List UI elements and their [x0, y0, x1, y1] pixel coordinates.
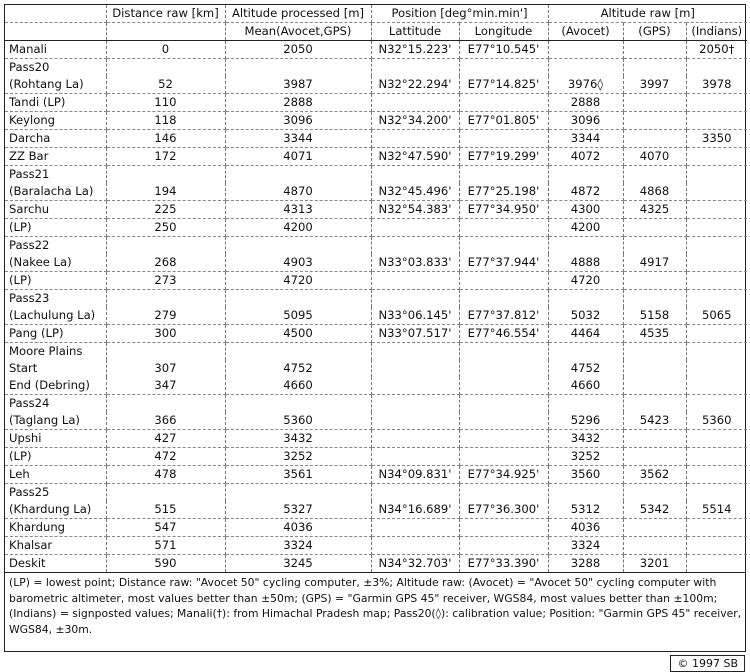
cell-distance: 590	[106, 555, 225, 573]
cell-altitude-avocet: 3344	[548, 130, 623, 148]
cell-altitude-indians	[686, 537, 747, 555]
cell-altitude-avocet: 5032	[548, 307, 623, 325]
cell-location: (LP)	[5, 448, 106, 466]
cell-altitude-indians	[686, 519, 747, 537]
cell-latitude: N32°45.496'	[371, 183, 459, 201]
cell-altitude-avocet: 5296	[548, 412, 623, 430]
cell-distance: 300	[106, 325, 225, 343]
cell-altitude-indians	[686, 325, 747, 343]
cell-altitude-indians	[686, 59, 747, 77]
cell-altitude-mean: 3987	[225, 76, 371, 94]
cell-latitude: N32°34.200'	[371, 112, 459, 130]
cell-altitude-avocet: 4720	[548, 272, 623, 290]
cell-altitude-indians	[686, 484, 747, 502]
cell-altitude-mean: 3245	[225, 555, 371, 573]
cell-altitude-gps	[623, 272, 686, 290]
cell-location: Upshi	[5, 430, 106, 448]
cell-longitude: E77°10.545'	[459, 41, 548, 59]
cell-distance: 347	[106, 377, 225, 395]
table-row	[5, 254, 747, 272]
subheader-mean: Mean(Avocet,GPS)	[225, 23, 371, 41]
cell-latitude	[371, 537, 459, 555]
header-altitude-raw: Altitude raw [m]	[548, 5, 747, 23]
cell-altitude-gps	[623, 395, 686, 413]
cell-altitude-avocet: 4200	[548, 219, 623, 237]
cell-altitude-gps: 4917	[623, 254, 686, 272]
cell-distance: 547	[106, 519, 225, 537]
table-row	[5, 94, 747, 112]
cell-latitude	[371, 219, 459, 237]
table-body	[5, 41, 747, 573]
cell-altitude-mean: 3432	[225, 430, 371, 448]
cell-altitude-gps	[623, 237, 686, 255]
cell-altitude-gps: 5342	[623, 501, 686, 519]
cell-longitude	[459, 166, 548, 184]
cell-altitude-indians: 5065	[686, 307, 747, 325]
cell-altitude-indians	[686, 395, 747, 413]
cell-altitude-mean: 2888	[225, 94, 371, 112]
cell-latitude	[371, 94, 459, 112]
cell-altitude-mean: 5327	[225, 501, 371, 519]
cell-latitude	[371, 377, 459, 395]
cell-longitude	[459, 430, 548, 448]
cell-latitude	[371, 430, 459, 448]
cell-altitude-avocet: 4660	[548, 377, 623, 395]
table-row	[5, 112, 747, 130]
table-row	[5, 412, 747, 430]
table-row	[5, 325, 747, 343]
cell-longitude: E77°36.300'	[459, 501, 548, 519]
cell-altitude-avocet: 4752	[548, 360, 623, 377]
table-row	[5, 484, 747, 502]
cell-latitude	[371, 272, 459, 290]
table-row	[5, 237, 747, 255]
cell-altitude-indians	[686, 377, 747, 395]
cell-latitude	[371, 484, 459, 502]
cell-longitude	[459, 484, 548, 502]
cell-distance: 472	[106, 448, 225, 466]
cell-longitude	[459, 219, 548, 237]
cell-location: Start	[5, 360, 106, 377]
cell-longitude: E77°34.950'	[459, 201, 548, 219]
cell-altitude-gps	[623, 519, 686, 537]
cell-location: Khardung	[5, 519, 106, 537]
cell-longitude	[459, 272, 548, 290]
cell-altitude-mean: 4500	[225, 325, 371, 343]
cell-location: Keylong	[5, 112, 106, 130]
copyright-label: © 1997 SB	[670, 655, 745, 672]
cell-distance	[106, 166, 225, 184]
cell-latitude: N32°54.383'	[371, 201, 459, 219]
cell-longitude: E77°34.925'	[459, 466, 548, 484]
cell-distance	[106, 343, 225, 361]
table-row	[5, 430, 747, 448]
cell-altitude-indians: 5514	[686, 501, 747, 519]
cell-location: ZZ Bar	[5, 148, 106, 166]
cell-altitude-gps	[623, 112, 686, 130]
cell-latitude	[371, 360, 459, 377]
subheader-latitude: Lattitude	[371, 23, 459, 41]
cell-latitude: N32°47.590'	[371, 148, 459, 166]
cell-altitude-indians	[686, 183, 747, 201]
cell-altitude-avocet: 3096	[548, 112, 623, 130]
cell-altitude-avocet: 3252	[548, 448, 623, 466]
cell-altitude-mean: 3096	[225, 112, 371, 130]
cell-altitude-avocet: 3432	[548, 430, 623, 448]
cell-altitude-mean: 3561	[225, 466, 371, 484]
cell-location: Manali	[5, 41, 106, 59]
cell-latitude: N34°09.831'	[371, 466, 459, 484]
cell-longitude: E77°01.805'	[459, 112, 548, 130]
cell-altitude-indians	[686, 148, 747, 166]
cell-latitude: N33°03.833'	[371, 254, 459, 272]
cell-altitude-mean: 4720	[225, 272, 371, 290]
cell-latitude	[371, 130, 459, 148]
cell-latitude	[371, 343, 459, 361]
cell-distance: 279	[106, 307, 225, 325]
cell-altitude-indians	[686, 448, 747, 466]
table-row	[5, 377, 747, 395]
cell-location: Pass20	[5, 59, 106, 77]
cell-distance: 225	[106, 201, 225, 219]
cell-altitude-indians	[686, 360, 747, 377]
footnote-line: (LP) = lowest point; Distance raw: "Avocet 50" cycling computer, ±3%; Altitude raw: (Avocet) = "Avocet 50" cycling computer with	[9, 576, 717, 589]
cell-location: Tandi (LP)	[5, 94, 106, 112]
cell-longitude	[459, 130, 548, 148]
cell-altitude-gps	[623, 290, 686, 308]
cell-distance	[106, 290, 225, 308]
cell-longitude	[459, 343, 548, 361]
cell-altitude-gps: 4325	[623, 201, 686, 219]
table-row	[5, 307, 747, 325]
cell-altitude-gps: 5158	[623, 307, 686, 325]
cell-altitude-avocet: 2888	[548, 94, 623, 112]
subheader-indians: (Indians)	[686, 23, 747, 41]
footnote-line: WGS84, ±30m.	[9, 622, 93, 636]
cell-longitude: E77°25.198'	[459, 183, 548, 201]
table-row	[5, 395, 747, 413]
cell-altitude-indians: 3350	[686, 130, 747, 148]
cell-altitude-mean: 4071	[225, 148, 371, 166]
cell-altitude-indians	[686, 237, 747, 255]
table-row	[5, 219, 747, 237]
cell-altitude-gps	[623, 59, 686, 77]
cell-altitude-mean: 3344	[225, 130, 371, 148]
subheader-blank-distance	[106, 23, 225, 41]
header-position: Position [deg°min.min']	[371, 5, 548, 23]
cell-altitude-mean	[225, 166, 371, 184]
cell-longitude	[459, 290, 548, 308]
cell-altitude-gps	[623, 430, 686, 448]
cell-latitude: N32°22.294'	[371, 76, 459, 94]
cell-altitude-indians	[686, 254, 747, 272]
cell-altitude-gps	[623, 448, 686, 466]
cell-altitude-avocet: 3288	[548, 555, 623, 573]
table-row	[5, 76, 747, 94]
cell-location: (Baralacha La)	[5, 183, 106, 201]
table-row	[5, 290, 747, 308]
cell-altitude-avocet: 4464	[548, 325, 623, 343]
cell-longitude	[459, 377, 548, 395]
cell-distance: 0	[106, 41, 225, 59]
cell-longitude	[459, 519, 548, 537]
cell-altitude-gps: 3201	[623, 555, 686, 573]
cell-altitude-indians	[686, 343, 747, 361]
cell-location: Leh	[5, 466, 106, 484]
cell-altitude-indians	[686, 219, 747, 237]
cell-location: (Rohtang La)	[5, 76, 106, 94]
cell-altitude-gps: 4868	[623, 183, 686, 201]
cell-distance: 52	[106, 76, 225, 94]
cell-altitude-mean	[225, 59, 371, 77]
cell-longitude	[459, 94, 548, 112]
cell-altitude-mean	[225, 395, 371, 413]
subheader-gps: (GPS)	[623, 23, 686, 41]
cell-longitude: E77°33.390'	[459, 555, 548, 573]
cell-altitude-mean: 4660	[225, 377, 371, 395]
cell-altitude-avocet: 4072	[548, 148, 623, 166]
cell-altitude-indians	[686, 272, 747, 290]
cell-altitude-avocet	[548, 395, 623, 413]
cell-location: (Taglang La)	[5, 412, 106, 430]
cell-altitude-gps: 3562	[623, 466, 686, 484]
cell-distance	[106, 484, 225, 502]
cell-distance	[106, 59, 225, 77]
cell-longitude: E77°37.944'	[459, 254, 548, 272]
cell-altitude-gps	[623, 537, 686, 555]
cell-altitude-avocet	[548, 59, 623, 77]
cell-altitude-avocet	[548, 343, 623, 361]
cell-altitude-indians	[686, 466, 747, 484]
cell-altitude-indians	[686, 112, 747, 130]
table-row	[5, 519, 747, 537]
subheader-blank	[5, 23, 106, 41]
cell-distance: 172	[106, 148, 225, 166]
cell-location: Pass25	[5, 484, 106, 502]
table-row	[5, 166, 747, 184]
cell-location: Darcha	[5, 130, 106, 148]
cell-latitude: N33°06.145'	[371, 307, 459, 325]
cell-altitude-avocet: 5312	[548, 501, 623, 519]
footnotes	[5, 572, 745, 672]
cell-altitude-gps	[623, 166, 686, 184]
cell-altitude-avocet	[548, 166, 623, 184]
cell-altitude-indians	[686, 94, 747, 112]
cell-longitude	[459, 537, 548, 555]
cell-location: (Khardung La)	[5, 501, 106, 519]
cell-altitude-mean: 4870	[225, 183, 371, 201]
route-data-table	[5, 5, 747, 572]
cell-latitude	[371, 412, 459, 430]
cell-location: Pass21	[5, 166, 106, 184]
cell-altitude-gps	[623, 219, 686, 237]
cell-location: Moore Plains	[5, 343, 106, 361]
cell-location: Pang (LP)	[5, 325, 106, 343]
cell-altitude-gps	[623, 343, 686, 361]
cell-altitude-mean: 2050	[225, 41, 371, 59]
cell-altitude-gps	[623, 484, 686, 502]
cell-altitude-gps	[623, 41, 686, 59]
cell-altitude-avocet: 4036	[548, 519, 623, 537]
cell-altitude-gps: 3997	[623, 76, 686, 94]
cell-altitude-mean	[225, 484, 371, 502]
cell-altitude-avocet	[548, 290, 623, 308]
table-row	[5, 41, 747, 59]
cell-altitude-gps: 4535	[623, 325, 686, 343]
table-row	[5, 537, 747, 555]
table-header	[5, 5, 747, 41]
cell-longitude	[459, 395, 548, 413]
cell-altitude-avocet: 4888	[548, 254, 623, 272]
table-row	[5, 201, 747, 219]
header-altitude-processed: Altitude processed [m]	[225, 5, 371, 23]
cell-altitude-indians	[686, 290, 747, 308]
cell-distance: 110	[106, 94, 225, 112]
cell-latitude	[371, 59, 459, 77]
table-row	[5, 183, 747, 201]
cell-altitude-mean: 3324	[225, 537, 371, 555]
cell-distance: 515	[106, 501, 225, 519]
cell-location: (Nakee La)	[5, 254, 106, 272]
cell-altitude-gps: 5423	[623, 412, 686, 430]
document-frame	[4, 4, 746, 670]
table-row	[5, 148, 747, 166]
cell-distance: 268	[106, 254, 225, 272]
cell-location: Sarchu	[5, 201, 106, 219]
cell-altitude-gps	[623, 94, 686, 112]
cell-location: Khalsar	[5, 537, 106, 555]
cell-altitude-avocet	[548, 41, 623, 59]
header-distance: Distance raw [km]	[106, 5, 225, 23]
cell-altitude-gps	[623, 377, 686, 395]
cell-altitude-mean: 4200	[225, 219, 371, 237]
table-row	[5, 555, 747, 573]
cell-altitude-gps	[623, 130, 686, 148]
cell-distance: 307	[106, 360, 225, 377]
cell-altitude-avocet: 3324	[548, 537, 623, 555]
cell-altitude-mean: 4903	[225, 254, 371, 272]
cell-location: Pass23	[5, 290, 106, 308]
cell-longitude	[459, 59, 548, 77]
cell-altitude-mean: 3252	[225, 448, 371, 466]
footnote-line: (Indians) = signposted values; Manali(†): from Himachal Pradesh map; Pass20(◊): calibration value; Position: "Garmin GPS 45" receiver,	[9, 607, 742, 621]
cell-distance: 250	[106, 219, 225, 237]
cell-longitude	[459, 360, 548, 377]
cell-distance	[106, 395, 225, 413]
cell-distance: 194	[106, 183, 225, 201]
table-row	[5, 130, 747, 148]
cell-distance: 478	[106, 466, 225, 484]
cell-latitude	[371, 448, 459, 466]
cell-location: (LP)	[5, 272, 106, 290]
cell-latitude	[371, 519, 459, 537]
cell-distance: 146	[106, 130, 225, 148]
cell-distance: 571	[106, 537, 225, 555]
cell-distance: 118	[106, 112, 225, 130]
cell-altitude-indians	[686, 201, 747, 219]
cell-altitude-mean	[225, 290, 371, 308]
cell-altitude-mean	[225, 237, 371, 255]
cell-latitude: N33°07.517'	[371, 325, 459, 343]
cell-latitude	[371, 237, 459, 255]
cell-latitude	[371, 290, 459, 308]
cell-altitude-indians	[686, 430, 747, 448]
cell-altitude-gps	[623, 360, 686, 377]
cell-altitude-avocet: 3976◊	[548, 76, 623, 94]
cell-location: Pass24	[5, 395, 106, 413]
subheader-avocet: (Avocet)	[548, 23, 623, 41]
cell-altitude-indians	[686, 166, 747, 184]
cell-longitude	[459, 237, 548, 255]
cell-altitude-indians: 5360	[686, 412, 747, 430]
subheader-longitude: Longitude	[459, 23, 548, 41]
table-row	[5, 272, 747, 290]
cell-location: (LP)	[5, 219, 106, 237]
cell-altitude-avocet: 3560	[548, 466, 623, 484]
table-row	[5, 59, 747, 77]
cell-longitude	[459, 412, 548, 430]
cell-altitude-mean: 5095	[225, 307, 371, 325]
cell-altitude-indians: 2050†	[686, 41, 747, 59]
table-row	[5, 360, 747, 377]
cell-altitude-gps: 4070	[623, 148, 686, 166]
cell-longitude: E77°19.299'	[459, 148, 548, 166]
cell-altitude-indians	[686, 555, 747, 573]
cell-latitude: N34°16.689'	[371, 501, 459, 519]
cell-location: End (Debring)	[5, 377, 106, 395]
cell-altitude-mean: 4313	[225, 201, 371, 219]
cell-altitude-avocet: 4300	[548, 201, 623, 219]
cell-distance: 273	[106, 272, 225, 290]
cell-altitude-mean: 5360	[225, 412, 371, 430]
cell-altitude-mean	[225, 343, 371, 361]
cell-distance: 427	[106, 430, 225, 448]
cell-latitude	[371, 166, 459, 184]
cell-altitude-indians: 3978	[686, 76, 747, 94]
cell-altitude-mean: 4752	[225, 360, 371, 377]
cell-latitude: N34°32.703'	[371, 555, 459, 573]
cell-location: (Lachulung La)	[5, 307, 106, 325]
cell-longitude: E77°46.554'	[459, 325, 548, 343]
cell-location: Pass22	[5, 237, 106, 255]
cell-altitude-avocet: 4872	[548, 183, 623, 201]
cell-longitude: E77°14.825'	[459, 76, 548, 94]
cell-latitude	[371, 395, 459, 413]
cell-altitude-avocet	[548, 237, 623, 255]
cell-longitude	[459, 448, 548, 466]
table-row	[5, 501, 747, 519]
footnote-line: barometric altimeter, most values better than ±50m; (GPS) = "Garmin GPS 45" receiver, WGS84, most values better than ±100m;	[9, 591, 718, 605]
header-blank	[5, 5, 106, 23]
table-row	[5, 448, 747, 466]
cell-longitude: E77°37.812'	[459, 307, 548, 325]
cell-latitude: N32°15.223'	[371, 41, 459, 59]
cell-distance: 366	[106, 412, 225, 430]
cell-altitude-avocet	[548, 484, 623, 502]
table-row	[5, 466, 747, 484]
cell-location: Deskit	[5, 555, 106, 573]
table-row	[5, 343, 747, 361]
cell-altitude-mean: 4036	[225, 519, 371, 537]
cell-distance	[106, 237, 225, 255]
